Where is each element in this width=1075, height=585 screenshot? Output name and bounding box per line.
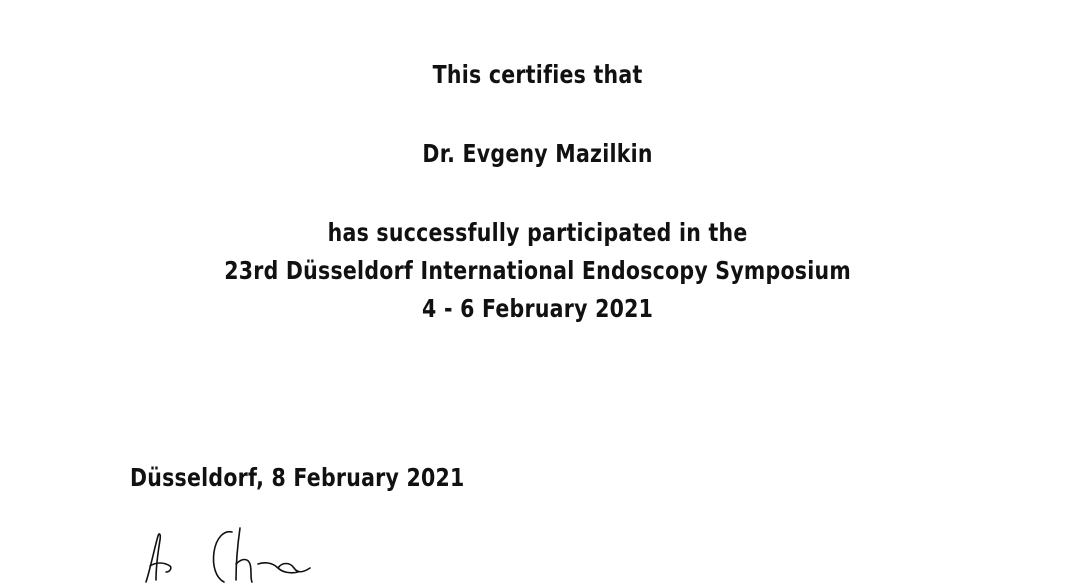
signature xyxy=(140,522,330,585)
event-name: 23rd Düsseldorf International Endoscopy Symposium xyxy=(224,256,851,285)
place-and-date: Düsseldorf, 8 February 2021 xyxy=(130,463,465,492)
participation-statement: has successfully participated in the xyxy=(327,218,748,247)
certificate-intro: This certifies that xyxy=(432,60,643,89)
event-dates: 4 - 6 February 2021 xyxy=(422,294,654,323)
recipient-name: Dr. Evgeny Mazilkin xyxy=(422,139,653,168)
